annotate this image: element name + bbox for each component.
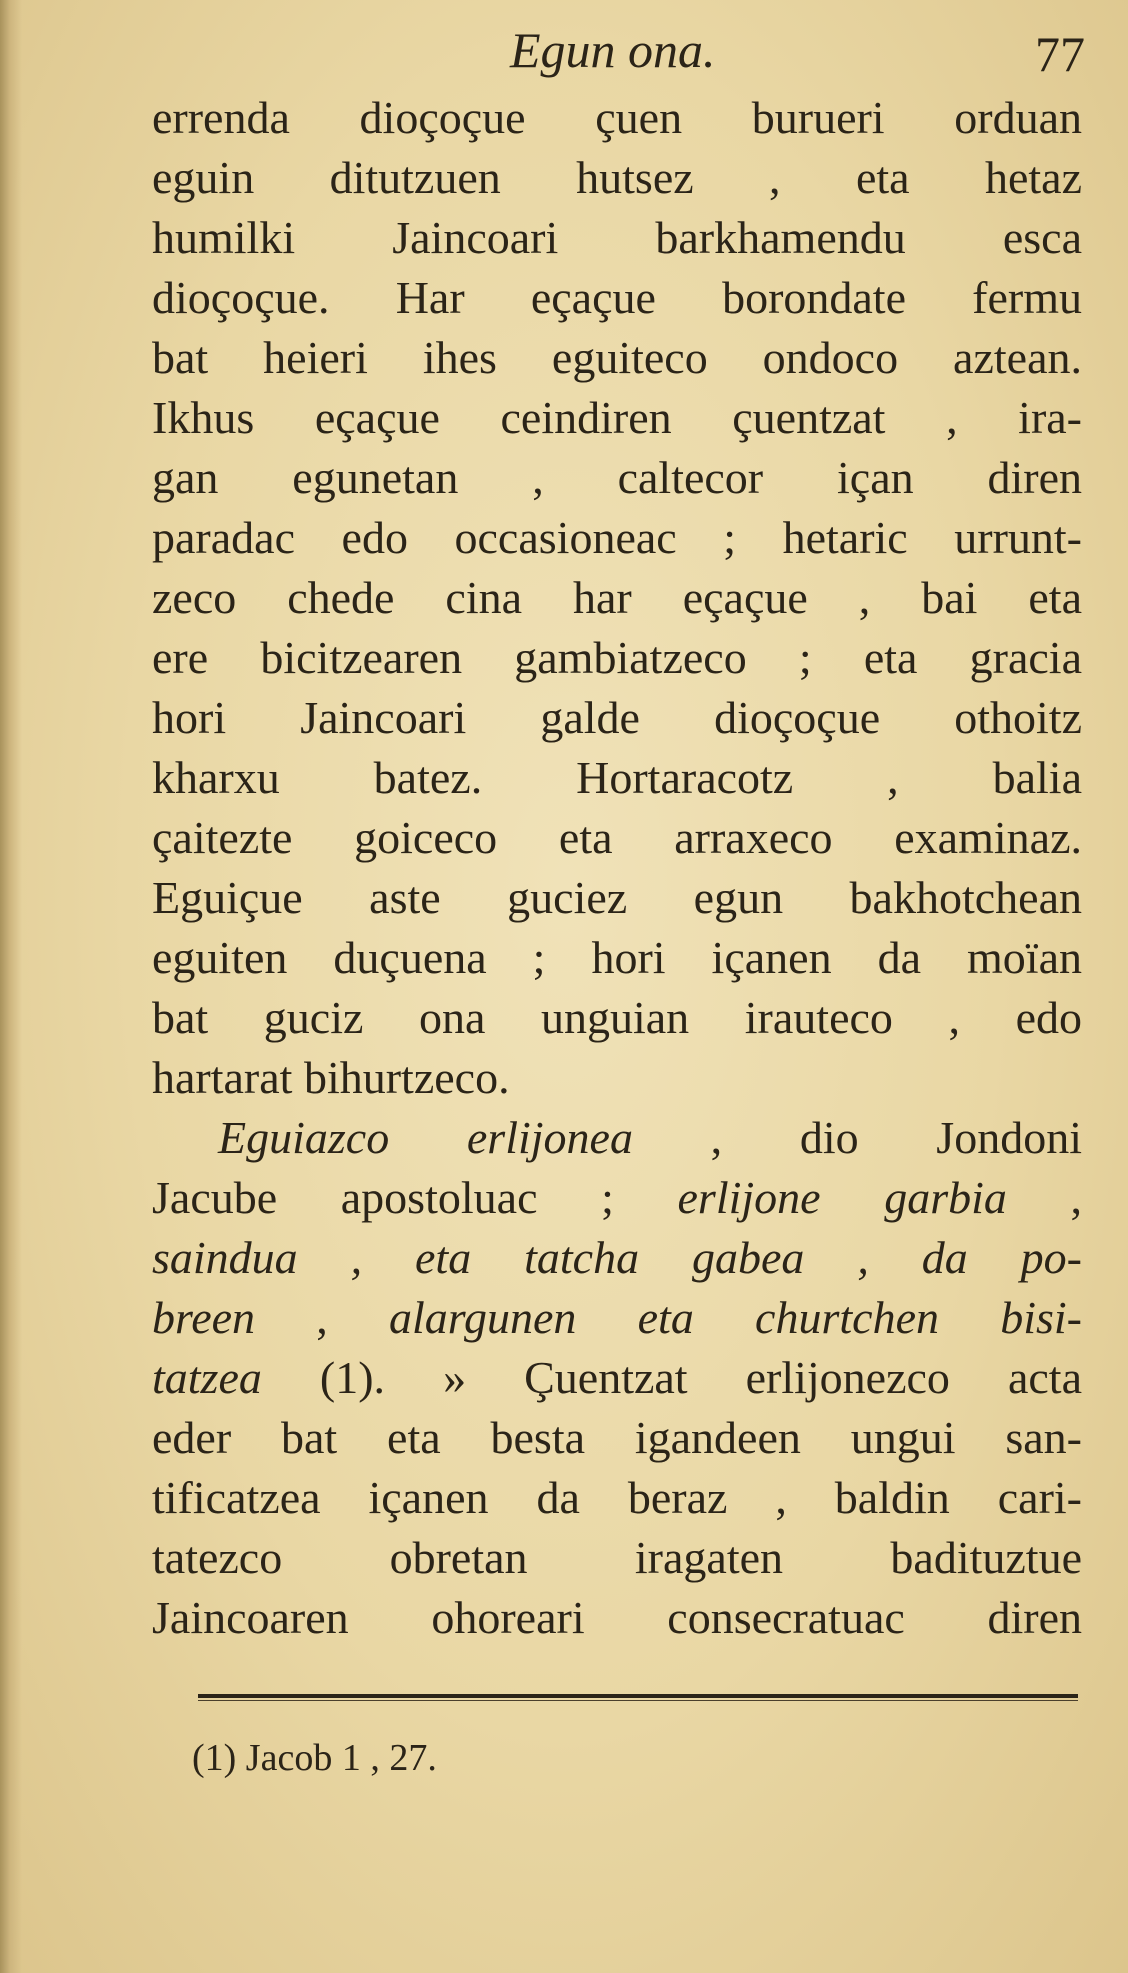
text-line: bat guciz ona unguian irauteco , edo xyxy=(152,992,1082,1043)
footnote: (1) Jacob 1 , 27. xyxy=(192,1737,437,1779)
text-line: errenda dioçoçue çuen burueri orduan xyxy=(152,92,1082,143)
page-header xyxy=(150,20,1085,90)
text-line: zeco chede cina har eçaçue , bai eta xyxy=(152,572,1082,623)
text-line: bat heieri ihes eguiteco ondoco aztean. xyxy=(152,332,1082,383)
text-line-para2-4 xyxy=(152,1288,1082,1348)
running-title: Egun ona. xyxy=(510,22,716,78)
footnote-rule xyxy=(198,1694,1078,1698)
italic-phrase: breen xyxy=(152,1292,256,1343)
text-line: Jaincoaren ohoreari consecratuac diren xyxy=(152,1592,1082,1643)
italic-phrase: alargunen eta churtchen bisi- xyxy=(389,1292,1082,1343)
text-line-para2-2 xyxy=(152,1168,1082,1228)
text-span: , dio Jondoni xyxy=(632,1112,1082,1163)
text-line-para2-3: saindua , eta tatcha gabea , da po- xyxy=(152,1232,1082,1283)
text-line: hartarat bihurtzeco. xyxy=(152,1052,510,1103)
text-line: Ikhus eçaçue ceindiren çuentzat , ira- xyxy=(152,392,1082,443)
text-line: gan egunetan , caltecor içan diren xyxy=(152,452,1082,503)
text-line: tificatzea içanen da beraz , baldin cari- xyxy=(152,1472,1082,1523)
italic-phrase: Eguiazco erlijonea xyxy=(218,1112,633,1163)
text-line: humilki Jaincoari barkhamendu esca xyxy=(152,212,1082,263)
italic-phrase: tatzea xyxy=(152,1352,262,1403)
text-line: paradac edo occasioneac ; hetaric urrunt- xyxy=(152,512,1082,563)
text-span: , xyxy=(255,1292,389,1343)
text-line: eguin ditutzuen hutsez , eta hetaz xyxy=(152,152,1082,203)
page-number: 77 xyxy=(1035,26,1085,82)
footnote-rule-shadow xyxy=(198,1700,1078,1701)
text-span: (1). » Çuentzat erlijonezco acta xyxy=(261,1352,1082,1403)
text-line: çaitezte goiceco eta arraxeco examinaz. xyxy=(152,812,1082,863)
text-line: eder bat eta besta igandeen ungui san- xyxy=(152,1412,1082,1463)
text-line: eguiten duçuena ; hori içanen da moïan xyxy=(152,932,1082,983)
text-span: Jacube apostoluac ; xyxy=(152,1172,678,1223)
text-line: dioçoçue. Har eçaçue borondate fermu xyxy=(152,272,1082,323)
text-line-para2-5 xyxy=(152,1348,1082,1408)
text-line: hori Jaincoari galde dioçoçue othoitz xyxy=(152,692,1082,743)
text-line-para2-1 xyxy=(152,1108,1082,1168)
text-line: ere bicitzearen gambiatzeco ; eta gracia xyxy=(152,632,1082,683)
italic-phrase: erlijone garbia xyxy=(677,1172,1007,1223)
text-line: Eguiçue aste guciez egun bakhotchean xyxy=(152,872,1082,923)
body-text xyxy=(152,88,1082,1648)
text-line: tatezco obretan iragaten badituztue xyxy=(152,1532,1082,1583)
text-span: , xyxy=(1006,1172,1082,1223)
text-line: kharxu batez. Hortaracotz , balia xyxy=(152,752,1082,803)
page-left-edge xyxy=(0,0,22,1973)
